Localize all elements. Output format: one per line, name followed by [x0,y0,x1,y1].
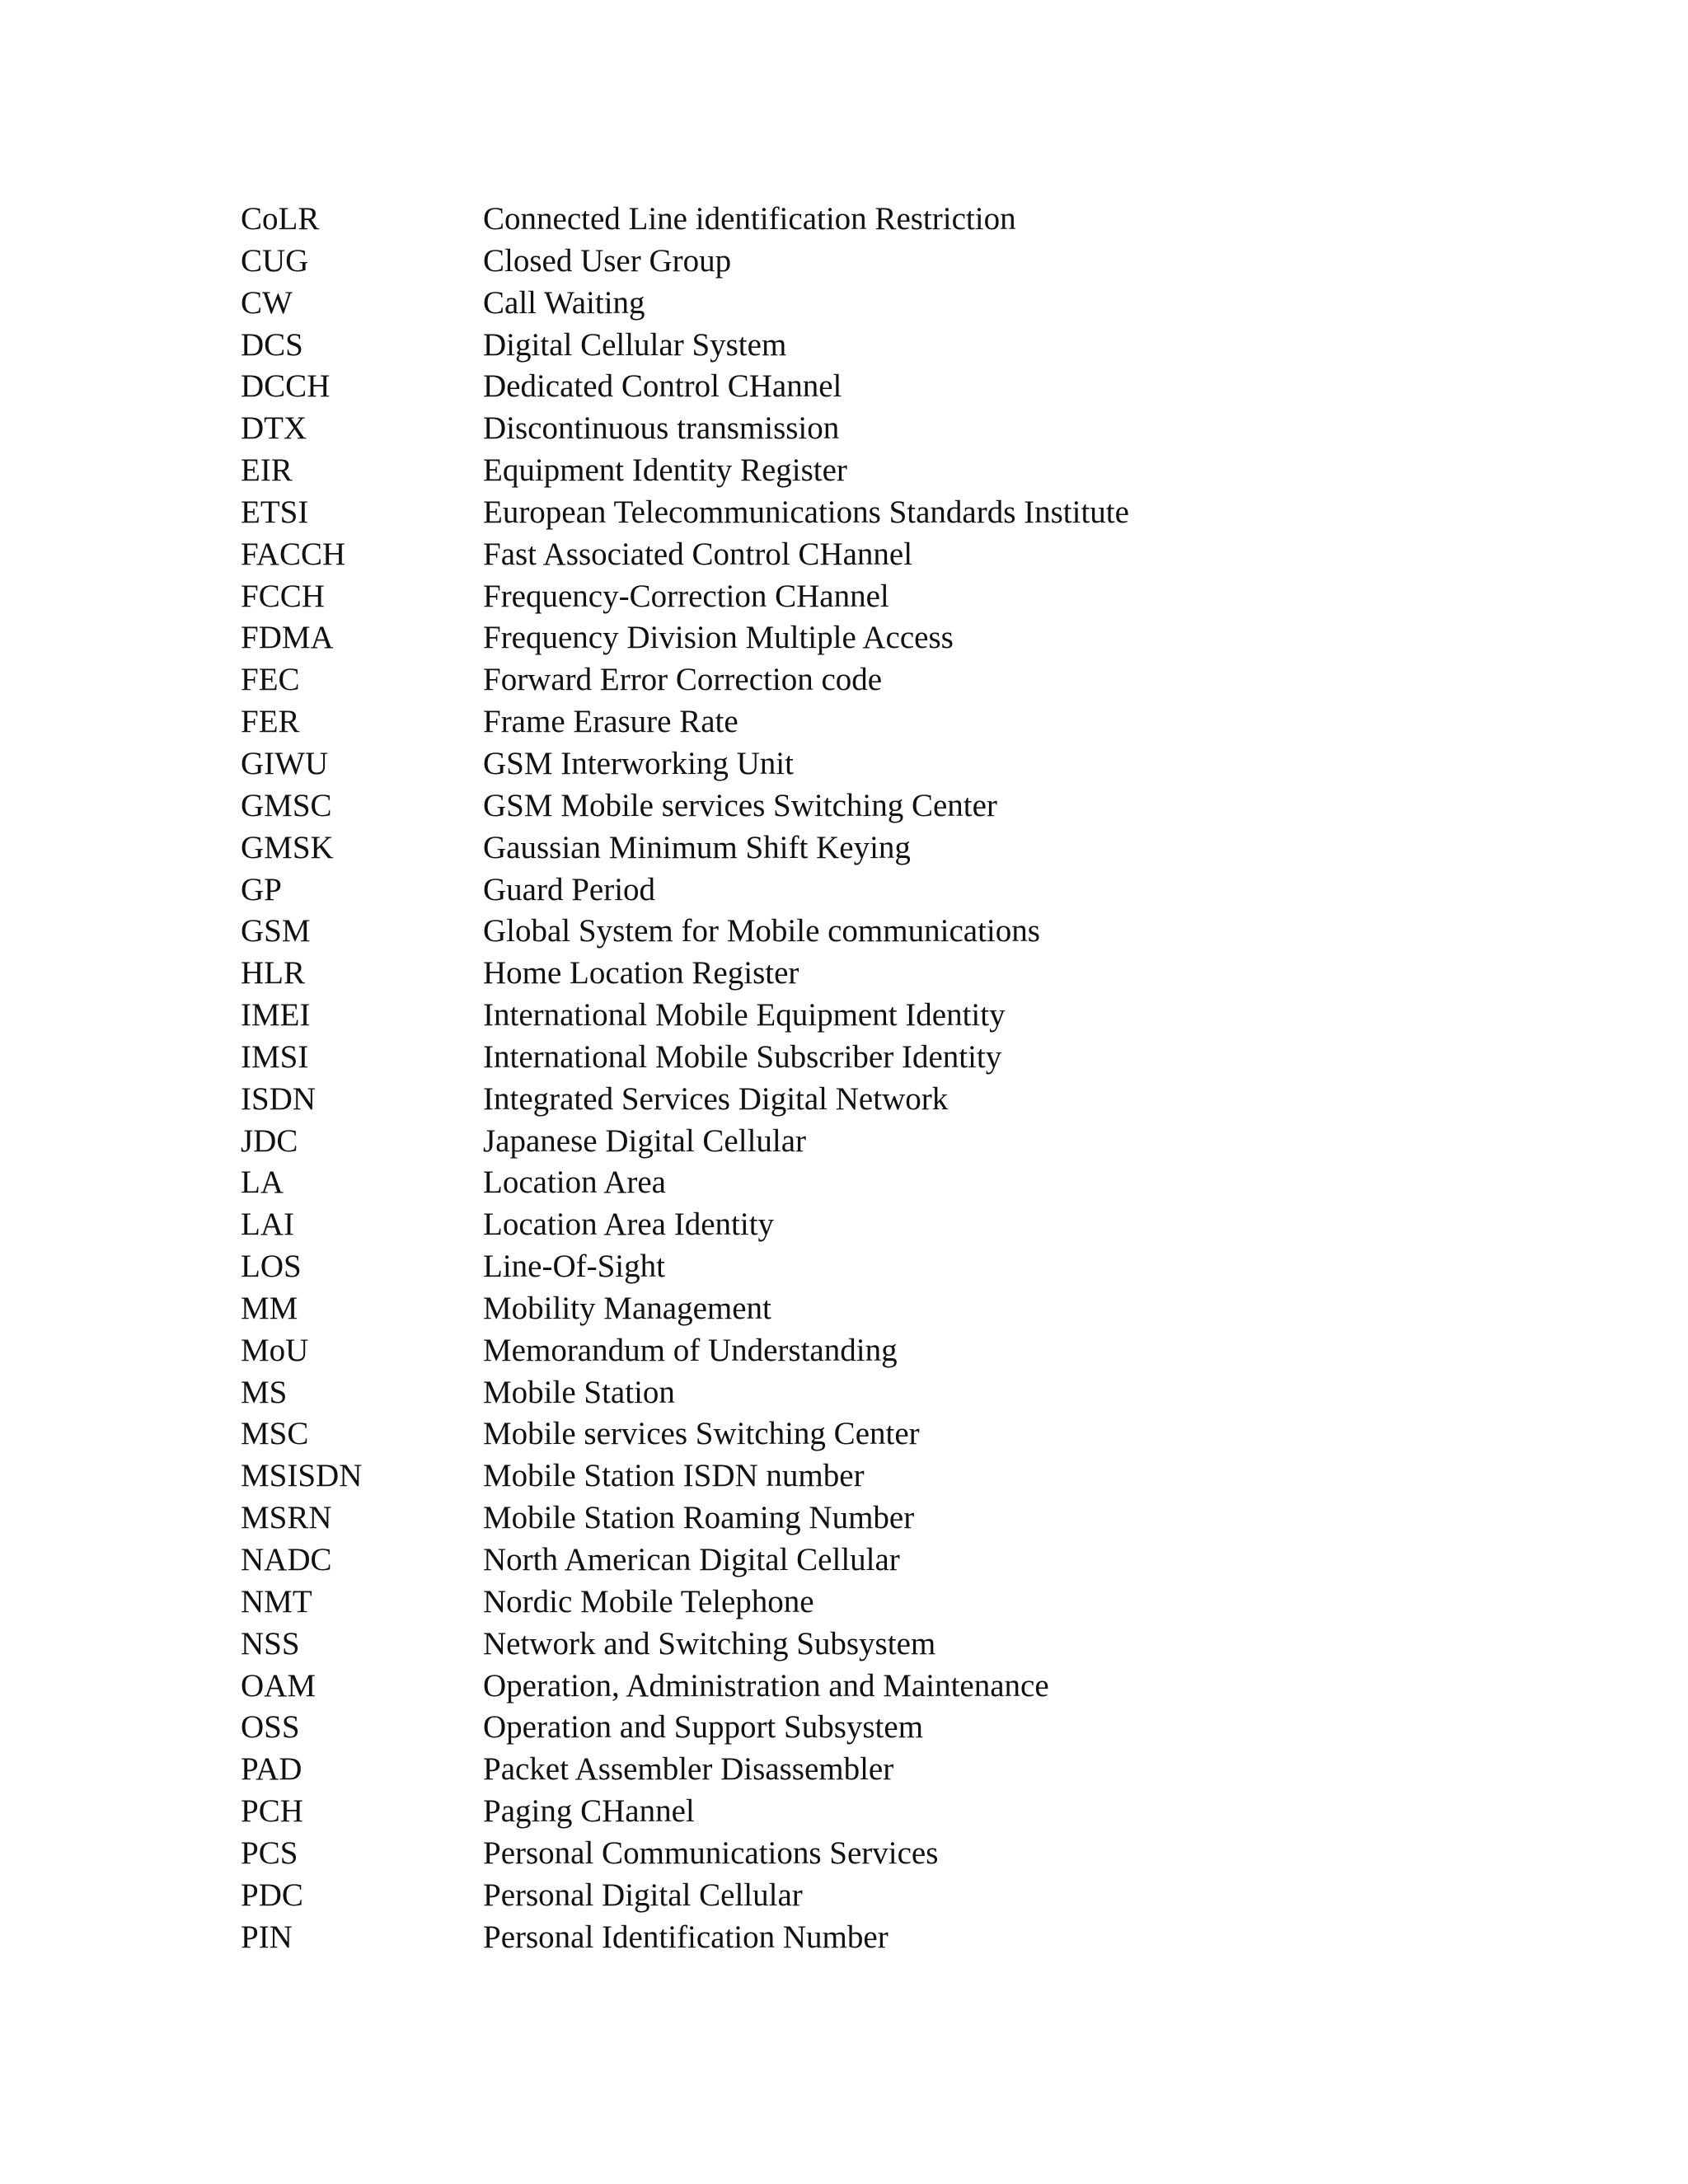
abbreviation-row [241,1791,1129,1833]
abbreviation-row [241,1497,1129,1540]
abbreviation-term: GP [241,871,282,907]
abbreviation-definition: Guard Period [483,871,656,907]
abbreviation-row [241,1917,1129,1959]
abbreviation-row [241,1079,1129,1121]
abbreviation-definition: Personal Identification Number [483,1919,889,1955]
abbreviation-row [241,1749,1129,1791]
abbreviation-definition: Network and Switching Subsystem [483,1625,936,1661]
abbreviation-row [241,701,1129,743]
abbreviation-list [241,199,1129,1958]
abbreviation-row [241,1162,1129,1204]
abbreviation-row [241,995,1129,1037]
abbreviation-definition: Line-Of-Sight [483,1249,665,1285]
abbreviation-term: GMSK [241,829,334,865]
abbreviation-term: CoLR [241,201,320,237]
abbreviation-definition: Mobile Station Roaming Number [483,1500,915,1536]
abbreviation-term: OSS [241,1709,300,1746]
abbreviation-definition: Paging CHannel [483,1793,695,1830]
abbreviation-row [241,953,1129,995]
abbreviation-term: MSC [241,1416,309,1452]
abbreviation-row [241,1666,1129,1708]
abbreviation-definition: Mobility Management [483,1290,771,1326]
abbreviation-row [241,576,1129,618]
abbreviation-definition: Closed User Group [483,242,732,279]
abbreviation-row [241,1121,1129,1163]
abbreviation-definition: Integrated Services Digital Network [483,1080,949,1117]
abbreviation-definition: Location Area Identity [483,1207,775,1243]
abbreviation-definition: Gaussian Minimum Shift Keying [483,829,911,865]
abbreviation-row [241,659,1129,701]
abbreviation-definition: Discontinuous transmission [483,410,840,447]
abbreviation-definition: Mobile services Switching Center [483,1416,920,1452]
abbreviation-term: DCCH [241,368,331,405]
abbreviation-term: OAM [241,1667,316,1704]
abbreviation-row [241,283,1129,325]
abbreviation-row [241,1372,1129,1414]
abbreviation-definition: Personal Communications Services [483,1835,939,1871]
abbreviation-row [241,869,1129,912]
abbreviation-term: FCCH [241,578,325,614]
abbreviation-term: PDC [241,1877,303,1913]
abbreviation-definition: Personal Digital Cellular [483,1877,803,1913]
abbreviation-term: MM [241,1290,298,1326]
abbreviation-term: MSISDN [241,1458,363,1494]
abbreviation-term: MS [241,1374,288,1410]
abbreviation-term: NSS [241,1625,300,1661]
abbreviation-term: EIR [241,452,293,489]
abbreviation-definition: Packet Assembler Disassembler [483,1751,894,1788]
abbreviation-term: GMSC [241,787,332,823]
abbreviation-row [241,199,1129,241]
abbreviation-term: LOS [241,1249,302,1285]
abbreviation-definition: Forward Error Correction code [483,662,883,698]
abbreviation-term: DCS [241,326,303,363]
abbreviation-definition: Memorandum of Understanding [483,1332,898,1368]
abbreviation-term: FACCH [241,536,346,572]
abbreviation-term: FDMA [241,620,334,656]
abbreviation-term: PCH [241,1793,303,1830]
abbreviation-term: GSM [241,913,311,949]
abbreviation-term: PCS [241,1835,298,1871]
abbreviation-term: LAI [241,1207,294,1243]
abbreviation-row [241,1582,1129,1624]
abbreviation-definition: Home Location Register [483,955,799,991]
abbreviation-row [241,1330,1129,1372]
abbreviation-definition: Connected Line identification Restriction [483,201,1016,237]
abbreviation-definition: GSM Mobile services Switching Center [483,787,997,823]
abbreviation-definition: International Mobile Subscriber Identity [483,1038,1002,1075]
abbreviation-row [241,1455,1129,1497]
abbreviation-definition: Location Area [483,1165,666,1201]
abbreviation-row [241,1246,1129,1288]
abbreviation-row [241,325,1129,367]
abbreviation-row [241,743,1129,785]
abbreviation-term: PAD [241,1751,302,1788]
abbreviation-term: CW [241,284,293,321]
abbreviation-definition: Frame Erasure Rate [483,704,738,740]
abbreviation-definition: GSM Interworking Unit [483,745,794,781]
abbreviation-row [241,1037,1129,1079]
abbreviation-term: HLR [241,955,305,991]
abbreviation-term: LA [241,1165,284,1201]
abbreviation-row [241,1624,1129,1666]
abbreviation-term: NMT [241,1583,312,1619]
abbreviation-term: IMSI [241,1038,309,1075]
abbreviation-definition: European Telecommunications Standards Institute [483,494,1129,530]
abbreviation-term: CUG [241,242,309,279]
abbreviation-term: FER [241,704,300,740]
abbreviation-term: GIWU [241,745,329,781]
abbreviation-term: DTX [241,410,307,447]
abbreviation-definition: Operation, Administration and Maintenance [483,1667,1049,1704]
abbreviation-definition: Dedicated Control CHannel [483,368,842,405]
abbreviation-row [241,1204,1129,1246]
abbreviation-row [241,1833,1129,1875]
abbreviation-row [241,785,1129,827]
abbreviation-row [241,534,1129,576]
abbreviation-term: MSRN [241,1500,332,1536]
abbreviation-definition: Nordic Mobile Telephone [483,1583,814,1619]
abbreviation-row [241,617,1129,659]
abbreviation-definition: Global System for Mobile communications [483,913,1040,949]
abbreviation-row [241,450,1129,492]
abbreviation-term: MoU [241,1332,309,1368]
abbreviation-row [241,827,1129,869]
abbreviation-term: ISDN [241,1080,316,1117]
abbreviation-definition: Mobile Station [483,1374,675,1410]
abbreviation-term: FEC [241,662,300,698]
abbreviation-term: PIN [241,1919,293,1955]
abbreviation-definition: Mobile Station ISDN number [483,1458,865,1494]
abbreviation-definition: Japanese Digital Cellular [483,1122,807,1159]
abbreviation-definition: North American Digital Cellular [483,1542,900,1577]
abbreviation-row [241,1413,1129,1455]
abbreviation-row [241,911,1129,953]
abbreviation-row [241,1288,1129,1330]
abbreviation-row [241,1707,1129,1749]
abbreviation-row [241,492,1129,534]
abbreviation-row [241,408,1129,450]
abbreviation-definition: Frequency-Correction CHannel [483,578,889,614]
abbreviation-definition: Call Waiting [483,284,645,321]
abbreviation-row [241,241,1129,283]
abbreviation-term: IMEI [241,997,311,1033]
abbreviation-definition: Fast Associated Control CHannel [483,536,913,572]
abbreviation-definition: Equipment Identity Register [483,452,847,489]
abbreviation-term: NADC [241,1542,332,1577]
abbreviation-definition: Digital Cellular System [483,326,787,363]
abbreviation-definition: Operation and Support Subsystem [483,1709,924,1746]
abbreviation-term: JDC [241,1122,298,1159]
abbreviation-definition: Frequency Division Multiple Access [483,620,954,656]
abbreviation-row [241,366,1129,408]
abbreviation-row [241,1875,1129,1917]
abbreviation-definition: International Mobile Equipment Identity [483,997,1006,1033]
abbreviation-term: ETSI [241,494,309,530]
abbreviation-row [241,1540,1129,1582]
